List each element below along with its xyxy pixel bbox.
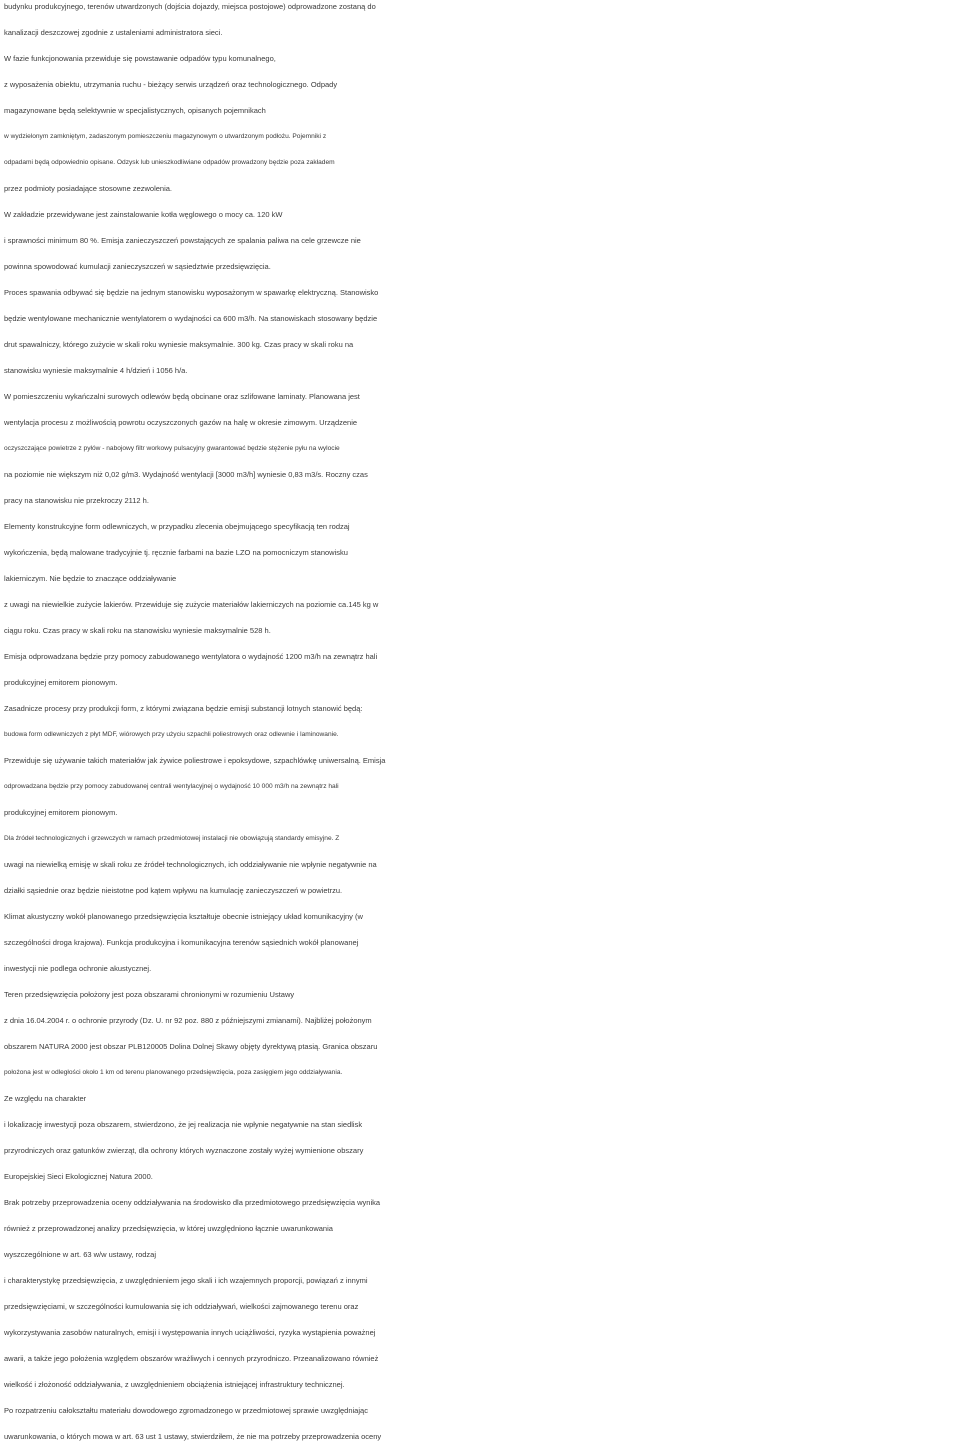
text-line: produkcyjnej emitorem pionowym.: [4, 678, 118, 687]
text-line: na poziomie nie większym niż 0,02 g/m3. Wydajność wentylacji [3000 m3/h] wyniesie 0,83 m3/s. Roczny czas: [4, 470, 368, 479]
text-line: Zasadnicze procesy przy produkcji form, z którymi związana będzie emisji substancji lotnych stanowić będą:: [4, 704, 363, 713]
text-line: wykorzystywania zasobów naturalnych, emisji i występowania innych uciążliwości, ryzyka wystąpienia poważnej: [4, 1328, 376, 1337]
text-line: z dnia 16.04.2004 r. o ochronie przyrody (Dz. U. nr 92 poz. 880 z późniejszymi zmianami). Najbliżej położonym: [4, 1016, 372, 1025]
text-line: Klimat akustyczny wokół planowanego przedsięwzięcia kształtuje obecnie istniejący układ komunikacyjny (w: [4, 912, 363, 921]
text-line: również z przeprowadzonej analizy przedsięwzięcia, w której uwzględniono łącznie uwarunkowania: [4, 1224, 333, 1233]
text-line: uwarunkowania, o których mowa w art. 63 ust 1 ustawy, stwierdziłem, że nie ma potrzeby przeprowadzenia oceny: [4, 1432, 382, 1441]
text-line: kanalizacji deszczowej zgodnie z ustaleniami administratora sieci.: [4, 28, 223, 37]
text-line: pracy na stanowisku nie przekroczy 2112 h.: [4, 496, 149, 505]
text-line: uwagi na niewielką emisję w skali roku ze źródeł technologicznych, ich oddziaływanie nie wpłynie negatywnie na: [4, 860, 377, 869]
text-line: Proces spawania odbywać się będzie na jednym stanowisku wyposażonym w spawarkę elektryczną. Stanowisko: [4, 288, 379, 297]
text-line: działki sąsiednie oraz będzie nieistotne pod kątem wpływu na kumulację zanieczyszczeń w powietrzu.: [4, 886, 343, 895]
text-line: Ze względu na charakter: [4, 1094, 87, 1103]
text-line: lakierniczym. Nie będzie to znaczące oddziaływanie: [4, 574, 177, 583]
text-line: i sprawności minimum 80 %. Emisja zanieczyszczeń powstających ze spalania paliwa na cele grzewcze nie: [4, 236, 361, 245]
text-line: powinna spowodować kumulacji zanieczyszczeń w sąsiedztwie przedsięwzięcia.: [4, 262, 271, 271]
text-line: stanowisku wyniesie maksymalnie 4 h/dzień i 1056 h/a.: [4, 366, 188, 375]
text-line: Europejskiej Sieci Ekologicznej Natura 2000.: [4, 1172, 153, 1181]
text-line: wielkość i złożoność oddziaływania, z uwzględnieniem obciążenia istniejącej infrastruktury technicznej.: [4, 1380, 345, 1389]
text-line: szczególności droga krajowa). Funkcja produkcyjna i komunikacyjna terenów sąsiednich wokół planowanej: [4, 938, 359, 947]
text-line: oczyszczające powietrze z pyłów - nabojowy filtr workowy pulsacyjny gwarantować będzie stężenie pyłu na wylocie: [4, 445, 340, 452]
text-line: Dla źródeł technologicznych i grzewczych w ramach przedmiotowej instalacji nie obowiązują standardy emisyjne. Z: [4, 835, 340, 842]
text-line: i charakterystykę przedsięwzięcia, z uwzględnieniem jego skali i ich wzajemnych proporcji, powiązań z innymi: [4, 1276, 368, 1285]
document-body: [4, 0, 958, 1450]
text-line: odpadami będą odpowiednio opisane. Odzysk lub unieszkodliwiane odpadów prowadzony będzie poza zakładem: [4, 159, 335, 166]
text-line: W pomieszczeniu wykańczalni surowych odlewów będą obcinane oraz szlifowane laminaty. Planowana jest: [4, 392, 360, 401]
text-line: przyrodniczych oraz gatunków zwierząt, dla ochrony których wyznaczone zostały wyżej wymienione obszary: [4, 1146, 364, 1155]
text-line: obszarem NATURA 2000 jest obszar PLB120005 Dolina Dolnej Skawy objęty dyrektywą ptasią. Granica obszaru: [4, 1042, 378, 1051]
text-line: Po rozpatrzeniu całokształtu materiału dowodowego zgromadzonego w przedmiotowej sprawie uwzględniając: [4, 1406, 368, 1415]
text-line: z wyposażenia obiektu, utrzymania ruchu - bieżący serwis urządzeń oraz technologicznego. Odpady: [4, 80, 338, 89]
text-line: budowa form odlewniczych z płyt MDF, wiórowych przy użyciu szpachli poliestrowych oraz odlewnie i laminowanie.: [4, 731, 339, 738]
text-line: ciągu roku. Czas pracy w skali roku na stanowisku wyniesie maksymalnie 528 h.: [4, 626, 271, 635]
text-line: położona jest w odległości około 1 km od terenu planowanego przedsięwzięcia, poza zasięgiem jego oddziaływania.: [4, 1069, 343, 1076]
text-line: budynku produkcyjnego, terenów utwardzonych (dojścia dojazdy, miejsca postojowe) odprowadzone zostaną do: [4, 2, 376, 11]
text-line: W fazie funkcjonowania przewiduje się powstawanie odpadów typu komunalnego,: [4, 54, 276, 63]
text-line: Brak potrzeby przeprowadzenia oceny oddziaływania na środowisko dla przedmiotowego przedsięwzięcia wynika: [4, 1198, 381, 1207]
text-line: inwestycji nie podlega ochronie akustycznej.: [4, 964, 152, 973]
text-line: przez podmioty posiadające stosowne zezwolenia.: [4, 184, 173, 193]
text-line: będzie wentylowane mechanicznie wentylatorem o wydajności ca 600 m3/h. Na stanowiskach stosowany będzie: [4, 314, 378, 323]
text-line: drut spawalniczy, którego zużycie w skali roku wyniesie maksymalnie. 300 kg. Czas pracy w skali roku na: [4, 340, 354, 349]
text-line: wykończenia, będą malowane tradycyjnie tj. ręcznie farbami na bazie LZO na pomocniczym stanowisku: [4, 548, 348, 557]
text-line: w wydzielonym zamkniętym, zadaszonym pomieszczeniu magazynowym o utwardzonym podłożu. Pojemniki z: [4, 133, 327, 140]
text-line: Przewiduje się używanie takich materiałów jak żywice poliestrowe i epoksydowe, szpachlówkę uniwersalną. Emisja: [4, 756, 386, 765]
text-line: W zakładzie przewidywane jest zainstalowanie kotła węglowego o mocy ca. 120 kW: [4, 210, 283, 219]
text-line: i lokalizację inwestycji poza obszarem, stwierdzono, że jej realizacja nie wpłynie negatywnie na stan siedlisk: [4, 1120, 363, 1129]
text-line: wentylacja procesu z możliwością powrotu oczyszczonych gazów na halę w okresie zimowym. Urządzenie: [4, 418, 358, 427]
text-line: z uwagi na niewielkie zużycie lakierów. Przewiduje się zużycie materiałów lakierniczych na poziomie ca.145 kg w: [4, 600, 379, 609]
text-line: wyszczególnione w art. 63 w/w ustawy, rodzaj: [4, 1250, 157, 1259]
text-line: magazynowane będą selektywnie w specjalistycznych, opisanych pojemnikach: [4, 106, 266, 115]
text-line: Emisja odprowadzana będzie przy pomocy zabudowanego wentylatora o wydajność 1200 m3/h na zewnątrz hali: [4, 652, 378, 661]
text-line: produkcyjnej emitorem pionowym.: [4, 808, 118, 817]
text-line: przedsięwzięciami, w szczególności kumulowania się ich oddziaływań, wielkości zajmowanego terenu oraz: [4, 1302, 359, 1311]
text-line: Teren przedsięwzięcia położony jest poza obszarami chronionymi w rozumieniu Ustawy: [4, 990, 295, 999]
text-line: Elementy konstrukcyjne form odlewniczych, w przypadku zlecenia obejmującego specyfikacją ten rodzaj: [4, 522, 350, 531]
text-line: odprowadzana będzie przy pomocy zabudowanej centrali wentylacyjnej o wydajność 10 000 m3/h na zewnątrz hali: [4, 783, 339, 790]
text-line: awarii, a także jego położenia względem obszarów wrażliwych i cennych przyrodniczo. Przeanalizowano również: [4, 1354, 379, 1363]
